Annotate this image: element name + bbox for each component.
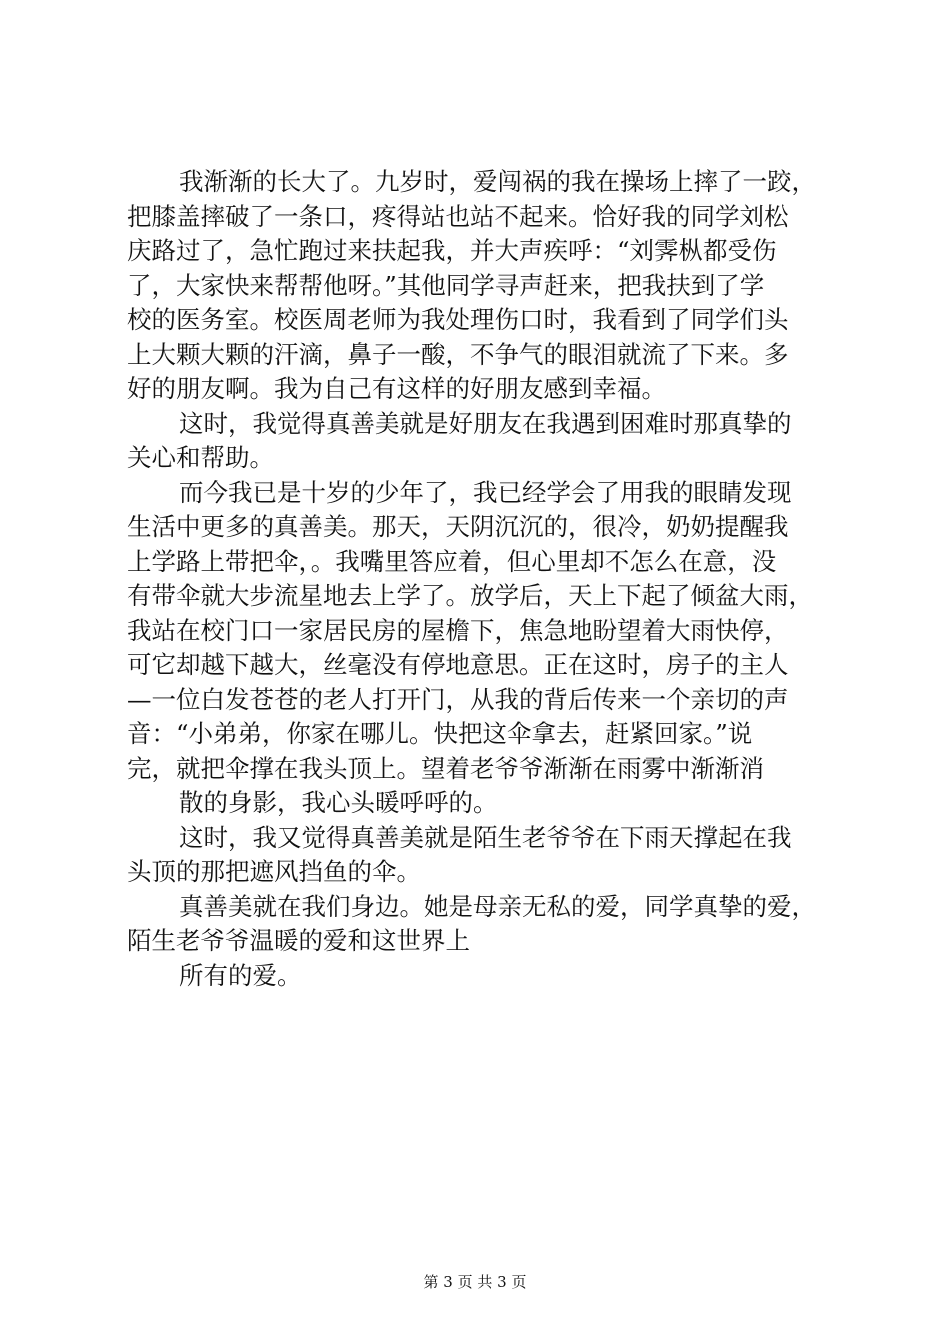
- text-line: 完，就把伞撑在我头顶上。望着老爷爷渐渐在雨雾中渐渐消: [127, 753, 764, 783]
- text-line: 好的朋友啊。我为自己有这样的好朋友感到幸福。: [127, 374, 666, 403]
- text-line: 音：“小弟弟，你家在哪儿。快把这伞拿去，赶紧回家。”说: [127, 719, 753, 748]
- page-number: 第 3 页 共 3 页: [423, 1273, 527, 1291]
- page-footer: [0, 1272, 950, 1292]
- text-line: 关心和帮助。: [127, 443, 274, 472]
- text-line: —一位白发苍苍的老人打开门，从我的背后传来一个亲切的声: [127, 684, 789, 714]
- text-line: 陌生老爷爷温暖的爱和这世界上: [127, 926, 470, 955]
- text-line: 这时，我又觉得真善美就是陌生老爷爷在下雨天撑起在我: [179, 822, 792, 852]
- text-line: 上大颗大颗的汗滴，鼻子一酸，不争气的眼泪就流了下来。多: [127, 339, 789, 369]
- text-line: 了，大家快来帮帮他呀。”其他同学寻声赶来，把我扶到了学: [127, 270, 765, 300]
- text-line: 有带伞就大步流星地去上学了。放学后，天上下起了倾盆大雨，: [127, 581, 813, 610]
- text-line: 可它却越下越大，丝毫没有停地意思。正在这时，房子的主人: [127, 650, 789, 679]
- text-line: 真善美就在我们身边。她是母亲无私的爱，同学真挚的爱，: [179, 891, 816, 921]
- text-line: 这时，我觉得真善美就是好朋友在我遇到困难时那真挚的: [179, 408, 792, 438]
- text-line: 所有的爱。: [179, 960, 302, 990]
- text-line: 而今我已是十岁的少年了，我已经学会了用我的眼睛发现: [179, 477, 792, 507]
- text-line: 庆路过了，急忙跑过来扶起我，并大声疾呼：“刘霁枞都受伤: [127, 236, 777, 265]
- text-line: 散的身影，我心头暖呼呼的。: [179, 788, 498, 817]
- text-line: 我渐渐的长大了。九岁时，爱闯祸的我在操场上摔了一跤，: [179, 167, 816, 196]
- text-line: 我站在校门口一家居民房的屋檐下，焦急地盼望着大雨快停，: [127, 615, 789, 645]
- text-line: 生活中更多的真善美。那天，天阴沉沉的，很冷，奶奶提醒我: [127, 512, 789, 541]
- text-line: 校的医务室。校医周老师为我处理伤口时，我看到了同学们头: [127, 305, 789, 334]
- body-text: [127, 165, 832, 993]
- text-line: 把膝盖摔破了一条口，疼得站也站不起来。恰好我的同学刘松: [127, 201, 789, 231]
- text-line: 上学路上带把伞，。我嘴里答应着，但心里却不怎么在意，没: [127, 546, 777, 576]
- text-line: 头顶的那把遮风挡鱼的伞。: [127, 857, 421, 886]
